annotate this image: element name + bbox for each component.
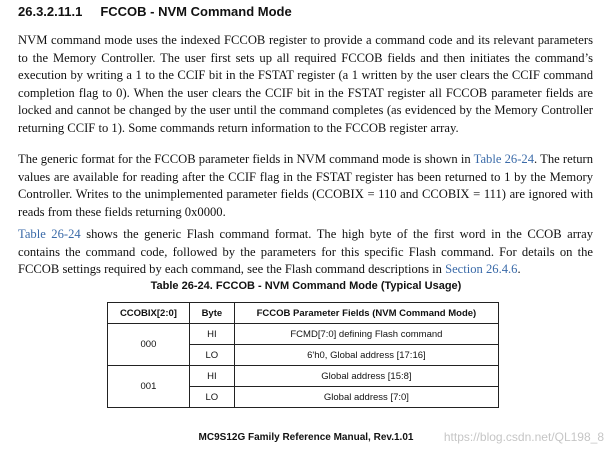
table-26-24-link-2[interactable]: Table 26-24: [18, 227, 81, 241]
page-footer: MC9S12G Family Reference Manual, Rev.1.01: [198, 432, 414, 443]
field-cell: 6'h0, Global address [17:16]: [234, 345, 498, 366]
field-cell: Global address [15:8]: [234, 366, 498, 387]
paragraph-2: [18, 151, 593, 221]
field-cell: FCMD[7:0] defining Flash command: [234, 324, 498, 345]
byte-cell: LO: [189, 387, 234, 408]
byte-cell: LO: [189, 345, 234, 366]
section-26-4-6-link[interactable]: Section 26.4.6: [445, 262, 518, 276]
column-header-byte: Byte: [189, 303, 234, 324]
table-row: [108, 366, 499, 387]
paragraph-3-text-middle: shows the generic Flash command format. The high byte of the first word in the CCOB array contains the command code, followed by the parameters for this specific Flash command. For details on the FCCOB settings required by each command, see the Flash command descriptions in: [18, 227, 593, 276]
paragraph-3: [18, 226, 593, 279]
byte-cell: HI: [189, 366, 234, 387]
paragraph-2-text-before: The generic format for the FCCOB parameter fields in NVM command mode is shown in: [18, 152, 474, 166]
paragraph-3-text-end: .: [517, 262, 521, 276]
column-header-ccobix: CCOBIX[2:0]: [108, 303, 190, 324]
section-title: FCCOB - NVM Command Mode: [100, 4, 292, 19]
watermark: https://blog.csdn.net/QL198_8: [443, 430, 604, 444]
ccobix-cell: 000: [108, 324, 190, 366]
section-heading: [18, 4, 292, 19]
table-26-24-link[interactable]: Table 26-24: [473, 152, 535, 166]
section-number: 26.3.2.11.1: [18, 4, 83, 19]
ccobix-cell: 001: [108, 366, 190, 408]
byte-cell: HI: [189, 324, 234, 345]
paragraph-2-text-after: . The return values are available for reading after the CCIF flag in the FSTAT register has been returned to 1 by the Memory Controller. Writes to the unimplemented parameter fields (CCOBIX = 110 and CCOBIX = 111) are ignored with reads from these fields returning 0x0000.: [18, 152, 593, 219]
field-cell: Global address [7:0]: [234, 387, 498, 408]
fccob-command-table: [107, 302, 499, 408]
column-header-fields: FCCOB Parameter Fields (NVM Command Mode): [234, 303, 498, 324]
table-header-row: [108, 303, 499, 324]
table-row: [108, 324, 499, 345]
paragraph-1: NVM command mode uses the indexed FCCOB register to provide a command code and its relevant parameters to the Memory Controller. The user first sets up all required FCCOB fields and then initiates the command’s execution by writing a 1 to the CCIF bit in the FSTAT register (a 1 written by the user clears the CCIF command completion flag to 0). When the user clears the CCIF bit in the FSTAT register all FCCOB parameter fields are locked and cannot be changed by the user until the command completes (as evidenced by the Memory Controller returning CCIF to 1). Some commands return information to the FCCOB register array.: [18, 33, 593, 135]
table-caption: Table 26-24. FCCOB - NVM Command Mode (Typical Usage): [150, 280, 462, 292]
